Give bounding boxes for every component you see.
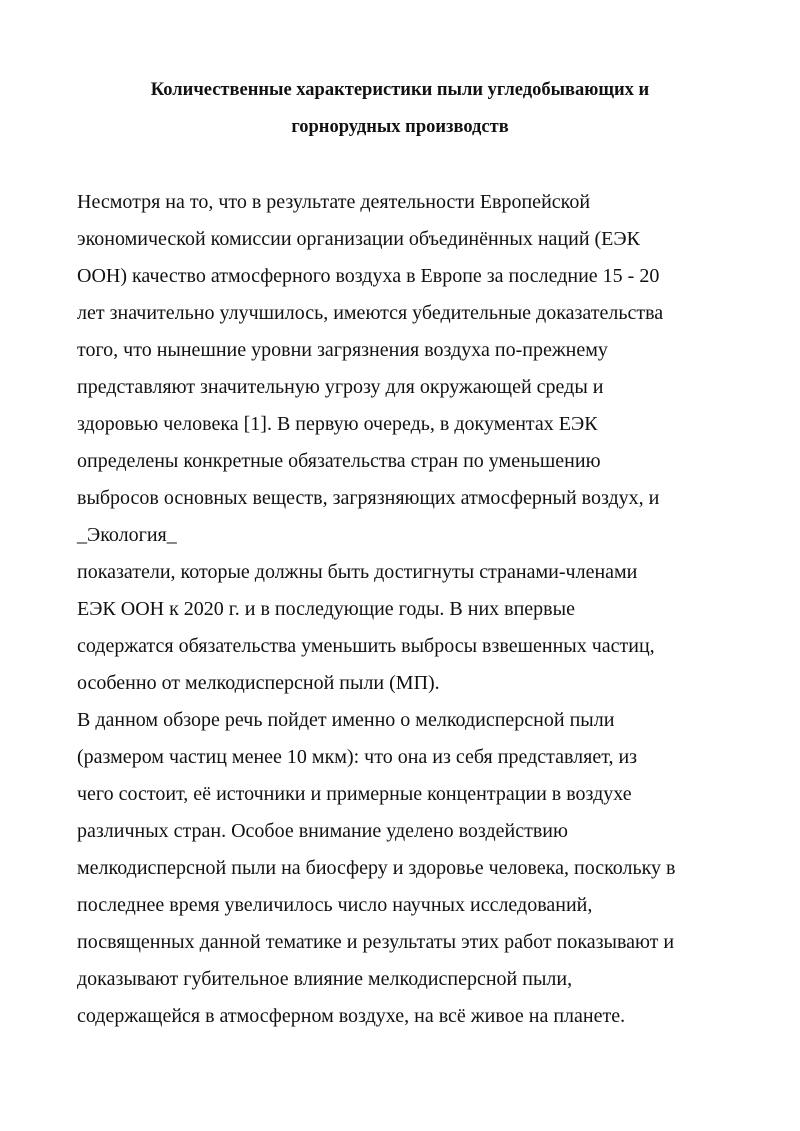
body-line: доказывают губительное влияние мелкодисперсной пыли,: [77, 968, 573, 990]
body-line: особенно от мелкодисперсной пыли (МП).: [77, 672, 440, 694]
body-line: показатели, которые должны быть достигнуты странами-членами: [77, 561, 638, 583]
body-line: последнее время увеличилось число научных исследований,: [77, 894, 593, 916]
body-line: того, что нынешние уровни загрязнения воздуха по-прежнему: [77, 339, 608, 361]
body-line: лет значительно улучшилось, имеются убедительные доказательства: [77, 302, 664, 324]
body-line: (размером частиц менее 10 мкм): что она из себя представляет, из: [77, 746, 638, 768]
body-line: мелкодисперсной пыли на биосферу и здоровье человека, поскольку в: [77, 857, 676, 879]
section-tag: _Экология_: [77, 524, 177, 546]
body-line: содержащейся в атмосферном воздухе, на всё живое на планете.: [77, 1005, 626, 1027]
body-line: Несмотря на то, что в результате деятельности Европейской: [77, 191, 591, 213]
body-line: здоровью человека [1]. В первую очередь, в документах ЕЭК: [77, 413, 598, 435]
body-line: экономической комиссии организации объединённых наций (ЕЭК: [77, 228, 640, 250]
body-line: различных стран. Особое внимание уделено воздействию: [77, 820, 568, 842]
document-title: [76, 72, 724, 146]
body-line: ЕЭК ООН к 2020 г. и в последующие годы. В них впервые: [77, 598, 575, 620]
body-line: выбросов основных веществ, загрязняющих атмосферный воздух, и: [77, 487, 660, 509]
body-line: посвященных данной тематике и результаты этих работ показывают и: [77, 931, 675, 953]
body-line: представляют значительную угрозу для окружающей среды и: [77, 376, 604, 398]
body-line: ООН) качество атмосферного воздуха в Европе за последние 15 - 20: [77, 265, 660, 287]
title-line: Количественные характеристики пыли угледобывающих и: [150, 80, 650, 100]
body-line: В данном обзоре речь пойдет именно о мелкодисперсной пыли: [77, 709, 615, 731]
document-body: [77, 184, 737, 1035]
body-line: содержатся обязательства уменьшить выбросы взвешенных частиц,: [77, 635, 655, 657]
body-line: чего состоит, её источники и примерные концентрации в воздухе: [77, 783, 632, 805]
title-line: горнорудных производств: [291, 117, 509, 137]
body-line: определены конкретные обязательства стран по уменьшению: [77, 450, 601, 472]
